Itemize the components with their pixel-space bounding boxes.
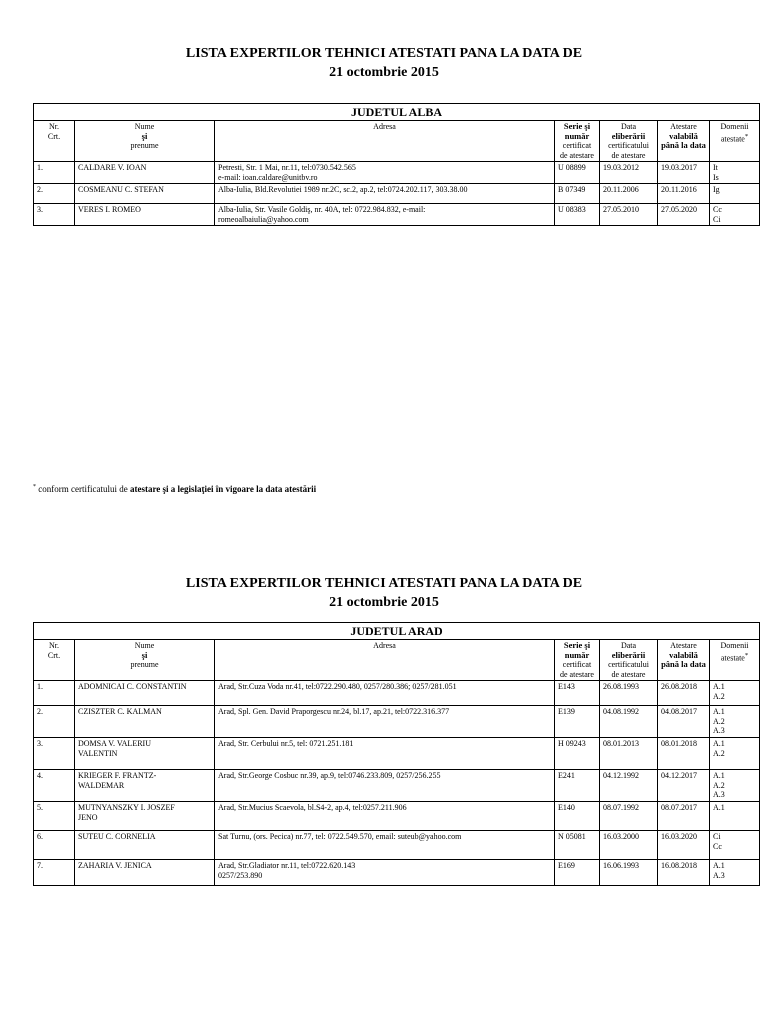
table-cell: CZISZTER C. KALMAN	[75, 706, 215, 738]
table-cell: 6.	[34, 831, 75, 860]
table-cell: A.1 A.2	[710, 738, 760, 770]
table-header-row	[34, 640, 760, 681]
table-cell: 26.08.2018	[658, 681, 710, 706]
experts-table-arad	[33, 622, 760, 886]
table-cell: Petresti, Str. 1 Mai, nr.11, tel:0730.542.565 e-mail: ioan.caldare@unitbv.ro	[215, 162, 555, 184]
table-cell: Alba-Iulia, Bld.Revolutiei 1989 nr.2C, sc.2, ap.2, tel:0724.202.117, 303.38.00	[215, 184, 555, 204]
table-cell: E140	[555, 802, 600, 831]
table-cell: 16.08.2018	[658, 860, 710, 886]
table-cell: 16.03.2000	[600, 831, 658, 860]
table-cell: 3.	[34, 204, 75, 226]
title-line-1: LISTA EXPERTILOR TEHNICI ATESTATI PANA LA DATA DE	[185, 576, 583, 591]
table-row	[34, 802, 760, 831]
table-cell: MUTNYANSZKY I. JOSZEF JENO	[75, 802, 215, 831]
col-valid-header: Atestare valabilă până la data	[658, 121, 710, 162]
table-cell: 16.06.1993	[600, 860, 658, 886]
table-cell: CALDARE V. IOAN	[75, 162, 215, 184]
table-cell: SUTEU C. CORNELIA	[75, 831, 215, 860]
table-header-row	[34, 121, 760, 162]
table-cell: 26.08.1993	[600, 681, 658, 706]
col-issue-date-header: Data eliberării certificatului de atestare	[600, 121, 658, 162]
table-cell: 04.12.1992	[600, 770, 658, 802]
table-cell: KRIEGER F. FRANTZ- WALDEMAR	[75, 770, 215, 802]
table-cell: Cc Ci	[710, 204, 760, 226]
col-name-header: Nume şi prenume	[75, 121, 215, 162]
experts-table-alba	[33, 103, 760, 226]
table-row	[34, 706, 760, 738]
table-cell: 1.	[34, 681, 75, 706]
title-line-1: LISTA EXPERTILOR TEHNICI ATESTATI PANA LA DATA DE	[185, 46, 583, 61]
table-cell: 20.11.2016	[658, 184, 710, 204]
table-cell: 04.12.2017	[658, 770, 710, 802]
table-cell: Arad, Str.Mucius Scaevola, bl.S4-2, ap.4, tel:0257.211.906	[215, 802, 555, 831]
table-cell: 16.03.2020	[658, 831, 710, 860]
table-cell: A.1 A.2 A.3	[710, 706, 760, 738]
table-cell: 04.08.1992	[600, 706, 658, 738]
table-cell: 08.07.2017	[658, 802, 710, 831]
table-cell: E139	[555, 706, 600, 738]
table-cell: 27.05.2010	[600, 204, 658, 226]
table-cell: A.1	[710, 802, 760, 831]
col-nr-header: Nr. Crt.	[34, 121, 75, 162]
table-cell: It Is	[710, 162, 760, 184]
table-cell: Arad, Spl. Gen. David Praporgescu nr.24, bl.17, ap.21, tel:0722.316.377	[215, 706, 555, 738]
col-address-header: Adresa	[215, 640, 555, 681]
col-serie-header: Serie şi număr certificat de atestare	[555, 121, 600, 162]
table-row	[34, 770, 760, 802]
table-cell: Arad, Str.Cuza Voda nr.41, tel:0722.290.480, 0257/280.386; 0257/281.051	[215, 681, 555, 706]
table-cell: ADOMNICAI C. CONSTANTIN	[75, 681, 215, 706]
table-cell: Ci Cc	[710, 831, 760, 860]
table-cell: 08.01.2013	[600, 738, 658, 770]
table-cell: VERES I. ROMEO	[75, 204, 215, 226]
table-cell: DOMSA V. VALERIU VALENTIN	[75, 738, 215, 770]
table-cell: U 08383	[555, 204, 600, 226]
footnote: * conform certificatului de atestare şi a legislaţiei în vigoare la data atestării	[33, 484, 317, 494]
table-cell: 3.	[34, 738, 75, 770]
table-cell: COSMEANU C. STEFAN	[75, 184, 215, 204]
table-cell: 2.	[34, 706, 75, 738]
table-cell: Sat Turnu, (ors. Pecica) nr.77, tel: 0722.549.570, email: suteub@yahoo.com	[215, 831, 555, 860]
table-cell: Arad, Str. Cerbului nr.5, tel: 0721.251.181	[215, 738, 555, 770]
table-cell: 19.03.2012	[600, 162, 658, 184]
table-cell: E241	[555, 770, 600, 802]
table-cell: A.1 A.3	[710, 860, 760, 886]
table-cell: 5.	[34, 802, 75, 831]
table-cell: 2.	[34, 184, 75, 204]
table-cell: E143	[555, 681, 600, 706]
table-cell: H 09243	[555, 738, 600, 770]
document-title	[0, 44, 768, 82]
col-address-header: Adresa	[215, 121, 555, 162]
table-row	[34, 738, 760, 770]
table-cell: 27.05.2020	[658, 204, 710, 226]
table-cell: Arad, Str.Gladiator nr.11, tel:0722.620.143 0257/253.890	[215, 860, 555, 886]
title-line-2: 21 octombrie 2015	[329, 595, 439, 610]
document-title-2	[0, 574, 768, 612]
table-row	[34, 831, 760, 860]
table-cell: 04.08.2017	[658, 706, 710, 738]
table-cell: Alba-Iulia, Str. Vasile Goldiş, nr. 40A, tel: 0722.984.832, e-mail: romeoalbaiulia@yahoo.com	[215, 204, 555, 226]
table-row	[34, 184, 760, 204]
table-cell: 7.	[34, 860, 75, 886]
table-cell: ZAHARIA V. JENICA	[75, 860, 215, 886]
col-name-header: Nume şi prenume	[75, 640, 215, 681]
table-cell: B 07349	[555, 184, 600, 204]
table-cell: E169	[555, 860, 600, 886]
col-domains-header: Domenii atestate*	[710, 121, 760, 162]
table-row	[34, 681, 760, 706]
county-heading: JUDETUL ARAD	[34, 623, 760, 640]
table-cell: 1.	[34, 162, 75, 184]
table-cell: 20.11.2006	[600, 184, 658, 204]
table-cell: N 05081	[555, 831, 600, 860]
table-cell: 08.07.1992	[600, 802, 658, 831]
table-row	[34, 162, 760, 184]
table-cell: U 08899	[555, 162, 600, 184]
table-cell: Arad, Str.George Cosbuc nr.39, ap.9, tel:0746.233.809, 0257/256.255	[215, 770, 555, 802]
table-cell: A.1 A.2 A.3	[710, 770, 760, 802]
col-issue-date-header: Data eliberării certificatului de atestare	[600, 640, 658, 681]
col-valid-header: Atestare valabilă până la data	[658, 640, 710, 681]
col-serie-header: Serie şi număr certificat de atestare	[555, 640, 600, 681]
table-cell: Ig	[710, 184, 760, 204]
col-domains-header: Domenii atestate*	[710, 640, 760, 681]
title-line-2: 21 octombrie 2015	[329, 65, 439, 80]
table-cell: 19.03.2017	[658, 162, 710, 184]
table-cell: 08.01.2018	[658, 738, 710, 770]
table-cell: A.1 A.2	[710, 681, 760, 706]
table-row	[34, 204, 760, 226]
county-heading: JUDETUL ALBA	[34, 104, 760, 121]
table-row	[34, 860, 760, 886]
col-nr-header: Nr. Crt.	[34, 640, 75, 681]
table-cell: 4.	[34, 770, 75, 802]
